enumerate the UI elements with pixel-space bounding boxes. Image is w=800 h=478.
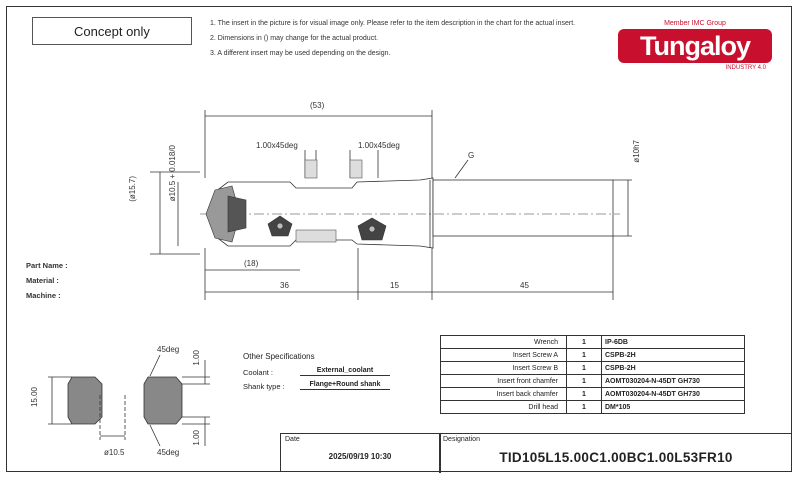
logo-tagline: Member IMC Group xyxy=(664,20,726,27)
note-3: 3. A different insert may be used depending on the design. xyxy=(210,50,391,57)
detail-angle-top: 45deg xyxy=(157,345,180,354)
coolant-label: Coolant : xyxy=(243,368,274,377)
other-specs-title: Other Specifications xyxy=(243,352,315,361)
table-row: Wrench 1 IP-6DB xyxy=(441,336,745,349)
dim-length-18: (18) xyxy=(244,259,259,268)
detail-dim-bottom: 1.00 xyxy=(192,430,201,446)
concept-label: Concept only xyxy=(32,17,192,45)
table-row: Drill head 1 DM*105 xyxy=(441,401,745,414)
table-row: Insert Screw B 1 CSPB-2H xyxy=(441,362,745,375)
label-g: G xyxy=(468,151,475,160)
note-2: 2. Dimensions in () may change for the actual product. xyxy=(210,35,379,42)
designation-label: Designation xyxy=(443,436,480,443)
dim-length-15: 15 xyxy=(390,281,399,290)
note-1: 1. The insert in the picture is for visual image only. Please refer to the item description in the chart for the actual insert. xyxy=(210,20,576,27)
table-row: Insert Screw A 1 CSPB-2H xyxy=(441,349,745,362)
dim-diameter-10-5: ø10.5 + 0.018/0 xyxy=(168,145,177,202)
detail-dim-top: 1.00 xyxy=(192,350,201,366)
detail-angle-bottom: 45deg xyxy=(157,448,180,457)
dim-length-45: 45 xyxy=(520,281,529,290)
dim-chamfer-back: 1.00x45deg xyxy=(358,141,400,150)
logo-subtitle: INDUSTRY 4.0 xyxy=(725,65,766,71)
material-label: Material : xyxy=(26,276,59,285)
detail-width: 15.00 xyxy=(30,387,39,408)
coolant-value: External_coolant xyxy=(300,367,390,376)
shank-type-label: Shank type : xyxy=(243,382,285,391)
table-row: Insert back chamfer 1 AOMT030204-N-45DT GH730 xyxy=(441,388,745,401)
parts-table xyxy=(440,335,745,414)
table-row: Insert front chamfer 1 AOMT030204-N-45DT GH730 xyxy=(441,375,745,388)
part-name-label: Part Name : xyxy=(26,261,68,270)
dim-shank-diameter: ø10h7 xyxy=(632,140,641,163)
date-label: Date xyxy=(285,436,300,443)
title-block xyxy=(280,433,792,472)
dim-overall-length: (53) xyxy=(310,101,325,110)
machine-label: Machine : xyxy=(26,291,61,300)
dim-diameter-15-7: (ø15.7) xyxy=(128,176,137,202)
detail-diameter: ø10.5 xyxy=(104,448,125,457)
dim-chamfer-front: 1.00x45deg xyxy=(256,141,298,150)
designation-value: TID105L15.00C1.00BC1.00L53FR10 xyxy=(499,450,733,465)
date-value: 2025/09/19 10:30 xyxy=(328,452,392,461)
logo-wordmark: Tungaloy xyxy=(618,29,772,63)
shank-type-value: Flange+Round shank xyxy=(300,381,390,390)
dim-length-36: 36 xyxy=(280,281,289,290)
